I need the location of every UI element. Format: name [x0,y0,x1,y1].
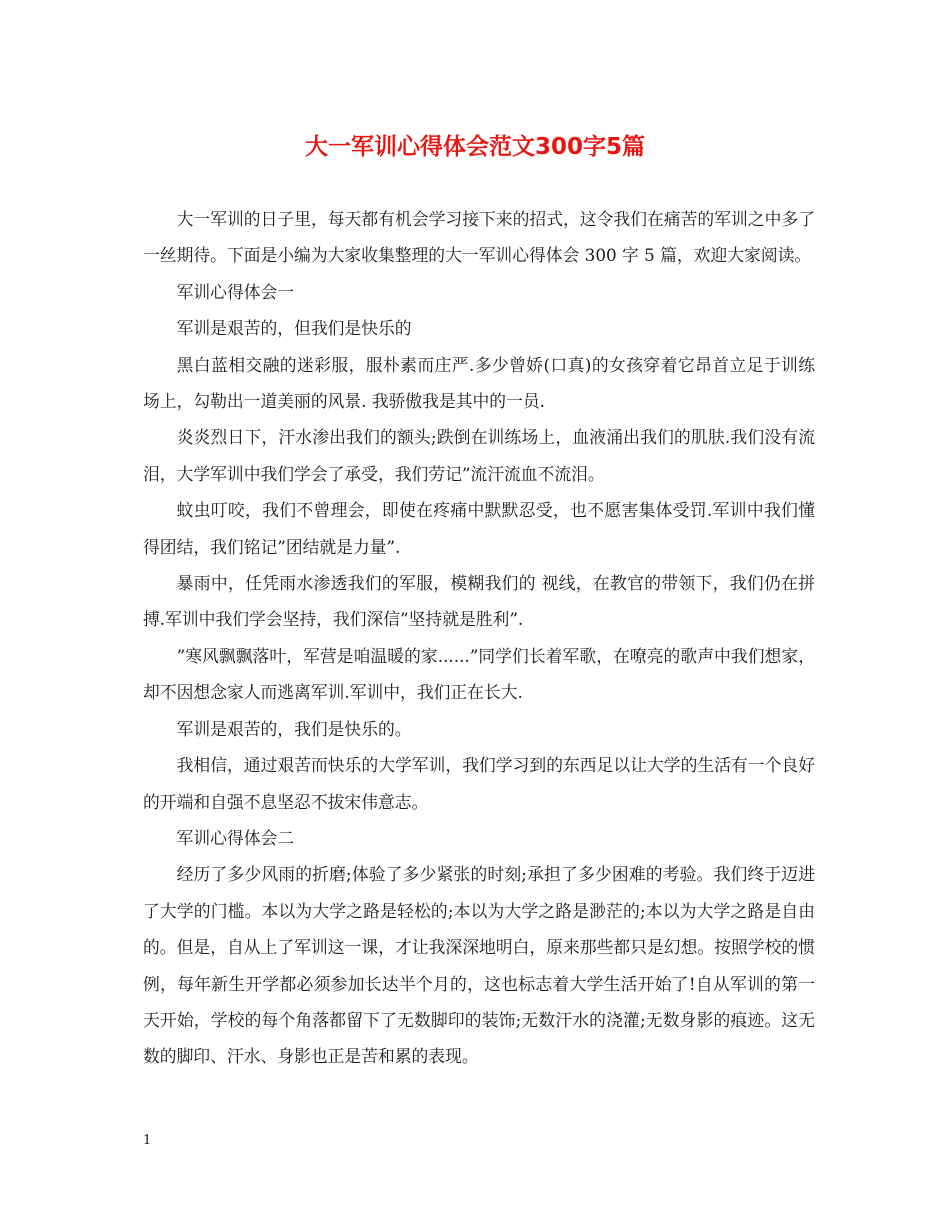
paragraph: 我相信，通过艰苦而快乐的大学军训，我们学习到的东西足以让大学的生活有一个良好的开端和自强不息坚忍不拔宋伟意志。 [143,755,815,812]
paragraph: 经历了多少风雨的折磨;体验了多少紧张的时刻;承担了多少困难的考验。我们终于迈进了大学的门槛。本以为大学之路是轻松的;本以为大学之路是渺茫的;本以为大学之路是自由的。但是，自从上了军训这一课，才让我深深地明白，原来那些都只是幻想。按照学校的惯例，每年新生开学都必须参加长达半个月的，这也标志着大学生活开始了!自从军训的第一天开始，学校的每个角落都留下了无数脚印的装饰;无数汗水的浇灌;无数身影的痕迹。这无数的脚印、汗水、身影也正是苦和累的表现。 [143,864,815,1067]
paragraph: 军训是艰苦的，但我们是快乐的 [176,318,412,339]
paragraph-intro: 大一军训的日子里，每天都有机会学习接下来的招式，这令我们在痛苦的军训之中多了一丝期待。下面是小编为大家收集整理的大一军训心得体会 300 字 5 篇，欢迎大家阅读。 [143,209,815,266]
paragraph: 蚊虫叮咬，我们不曾理会，即使在疼痛中默默忍受，也不愿害集体受罚.军训中我们懂得团结，我们铭记”团结就是力量”. [143,500,815,557]
section-heading-1: 军训心得体会一 [176,281,295,302]
paragraph: ”寒风飘飘落叶，军营是咱温暖的家......”同学们长着军歌，在嘹亮的歌声中我们想家，却不因想念家人而逃离军训.军训中，我们正在长大. [143,645,815,703]
paragraph: 暴雨中，任凭雨水渗透我们的军服，模糊我们的 视线，在教官的带领下，我们仍在拼搏.军训中我们学会坚持，我们深信”坚持就是胜利”. [143,573,815,630]
paragraph: 炎炎烈日下，汗水渗出我们的额头;跌倒在训练场上，血液涌出我们的肌肤.我们没有流泪，大学军训中我们学会了承受，我们劳记”流汗流血不流泪。 [143,427,815,484]
paragraph: 黑白蓝相交融的迷彩服，服朴素而庄严.多少曾娇(口真)的女孩穿着它昂首立足于训练场上，勾勒出一道美丽的风景. 我骄傲我是其中的一员. [143,354,815,412]
document-body [143,201,815,1075]
paragraph: 军训是艰苦的，我们是快乐的。 [176,718,412,739]
section-heading-2: 军训心得体会二 [176,827,295,848]
page-number: 1 [143,1133,152,1148]
document-title: 大一军训心得体会范文300字5篇 [304,134,645,160]
